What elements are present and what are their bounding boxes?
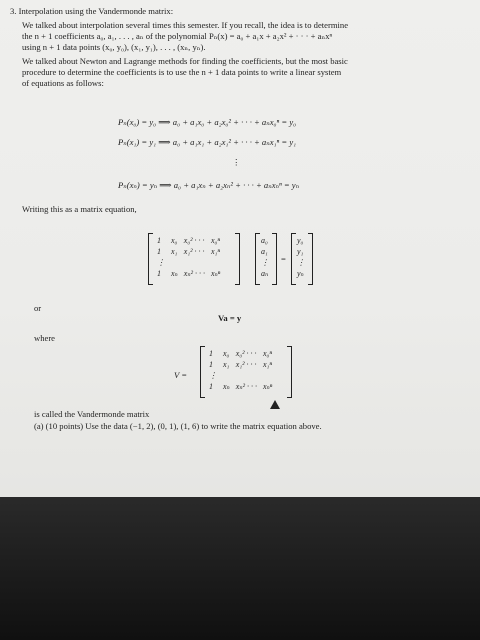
v-cell: xₙⁿ (263, 382, 273, 391)
y-vector (291, 233, 313, 285)
m-cell: x₁² · · · (183, 247, 205, 256)
v-cell: xₙ² · · · (235, 382, 257, 391)
v-cell: x₁ⁿ (263, 360, 272, 369)
y-cell: y₁ (297, 247, 304, 256)
m-cell: x₀² · · · (183, 236, 205, 245)
vandermonde-matrix-display (148, 233, 240, 285)
v-cell: x₀ⁿ (263, 349, 272, 358)
a-cell: a₁ (261, 247, 268, 256)
coefficient-vector (255, 233, 277, 285)
y-cell: y₀ (297, 236, 304, 245)
compact-equation: Va = y (218, 313, 242, 323)
or-label: or (34, 303, 42, 313)
v-cell: 1 (209, 360, 213, 369)
m-cell: x₁ⁿ (211, 247, 220, 256)
v-cell: x₁ (223, 360, 230, 369)
m-cell: 1 (157, 236, 161, 245)
part-a-question: (a) (10 points) Use the data (−1, 2), (0, 1), (1, 6) to write the matrix equation above. (34, 421, 322, 431)
m-cell: xₙ² · · · (183, 269, 205, 278)
paragraph-2-line-2: procedure to determine the coefficients is to use the n + 1 data points to write a linear system (22, 67, 342, 77)
dark-background-area (0, 497, 480, 640)
vandermonde-caption: is called the Vandermonde matrix (34, 409, 150, 419)
equation-vdots: ⋮ (232, 157, 241, 167)
y-cell: ⋮ (297, 258, 305, 267)
m-cell: x₀ (171, 236, 178, 245)
v-cell: ⋮ (209, 371, 217, 380)
v-cell: x₁² · · · (235, 360, 257, 369)
m-cell: 1 (157, 269, 161, 278)
m-cell: 1 (157, 247, 161, 256)
problem-heading: 3. Interpolation using the Vandermonde matrix: (10, 6, 174, 16)
equation-row-n: Pₙ(xₙ) = yₙ ⟹ a₀ + a₁xₙ + a₂xₙ² + · · · + aₙxₙⁿ = yₙ (118, 180, 300, 190)
paragraph-1-line-2: the n + 1 coefficients a₀, a₁, . . . , aₙ of the polynomial Pₙ(x) = a₀ + a₁x + a₂x² + · · · + aₙxⁿ (22, 31, 333, 41)
equation-row-1: Pₙ(x₁) = y₁ ⟹ a₀ + a₁x₁ + a₂x₁² + · · · + aₙx₁ⁿ = y₁ (118, 137, 297, 147)
m-cell: xₙ (171, 269, 178, 278)
m-cell: xₙⁿ (211, 269, 221, 278)
a-cell: aₙ (261, 269, 269, 278)
v-cell: xₙ (223, 382, 230, 391)
m-cell: x₁ (171, 247, 178, 256)
mouse-cursor-icon (270, 400, 280, 409)
equals-sign: = (281, 254, 286, 264)
equation-row-0: Pₙ(x₀) = y₀ ⟹ a₀ + a₁x₀ + a₂x₀² + · · · + aₙx₀ⁿ = y₀ (118, 117, 297, 127)
v-cell: x₀² · · · (235, 349, 257, 358)
paragraph-2-line-3: of equations as follows: (22, 78, 104, 88)
paragraph-1-line-3: using n + 1 data points (x₀, y₀), (x₁, y₁), . . . , (xₙ, yₙ). (22, 42, 206, 52)
y-cell: yₙ (297, 269, 304, 278)
v-cell: x₀ (223, 349, 230, 358)
v-equals-label: V = (174, 370, 188, 380)
v-cell: 1 (209, 382, 213, 391)
m-cell: x₀ⁿ (211, 236, 220, 245)
where-label: where (34, 333, 55, 343)
m-cell: ⋮ (157, 258, 165, 267)
v-cell: 1 (209, 349, 213, 358)
paragraph-2-line-1: We talked about Newton and Lagrange methods for finding the coefficients, but the most basic (22, 56, 348, 66)
a-cell: ⋮ (261, 258, 269, 267)
vandermonde-matrix-definition (200, 346, 292, 398)
paragraph-1-line-1: We talked about interpolation several times this semester. If you recall, the idea is to determine (22, 20, 349, 30)
a-cell: a₀ (261, 236, 268, 245)
matrix-intro: Writing this as a matrix equation, (22, 204, 137, 214)
